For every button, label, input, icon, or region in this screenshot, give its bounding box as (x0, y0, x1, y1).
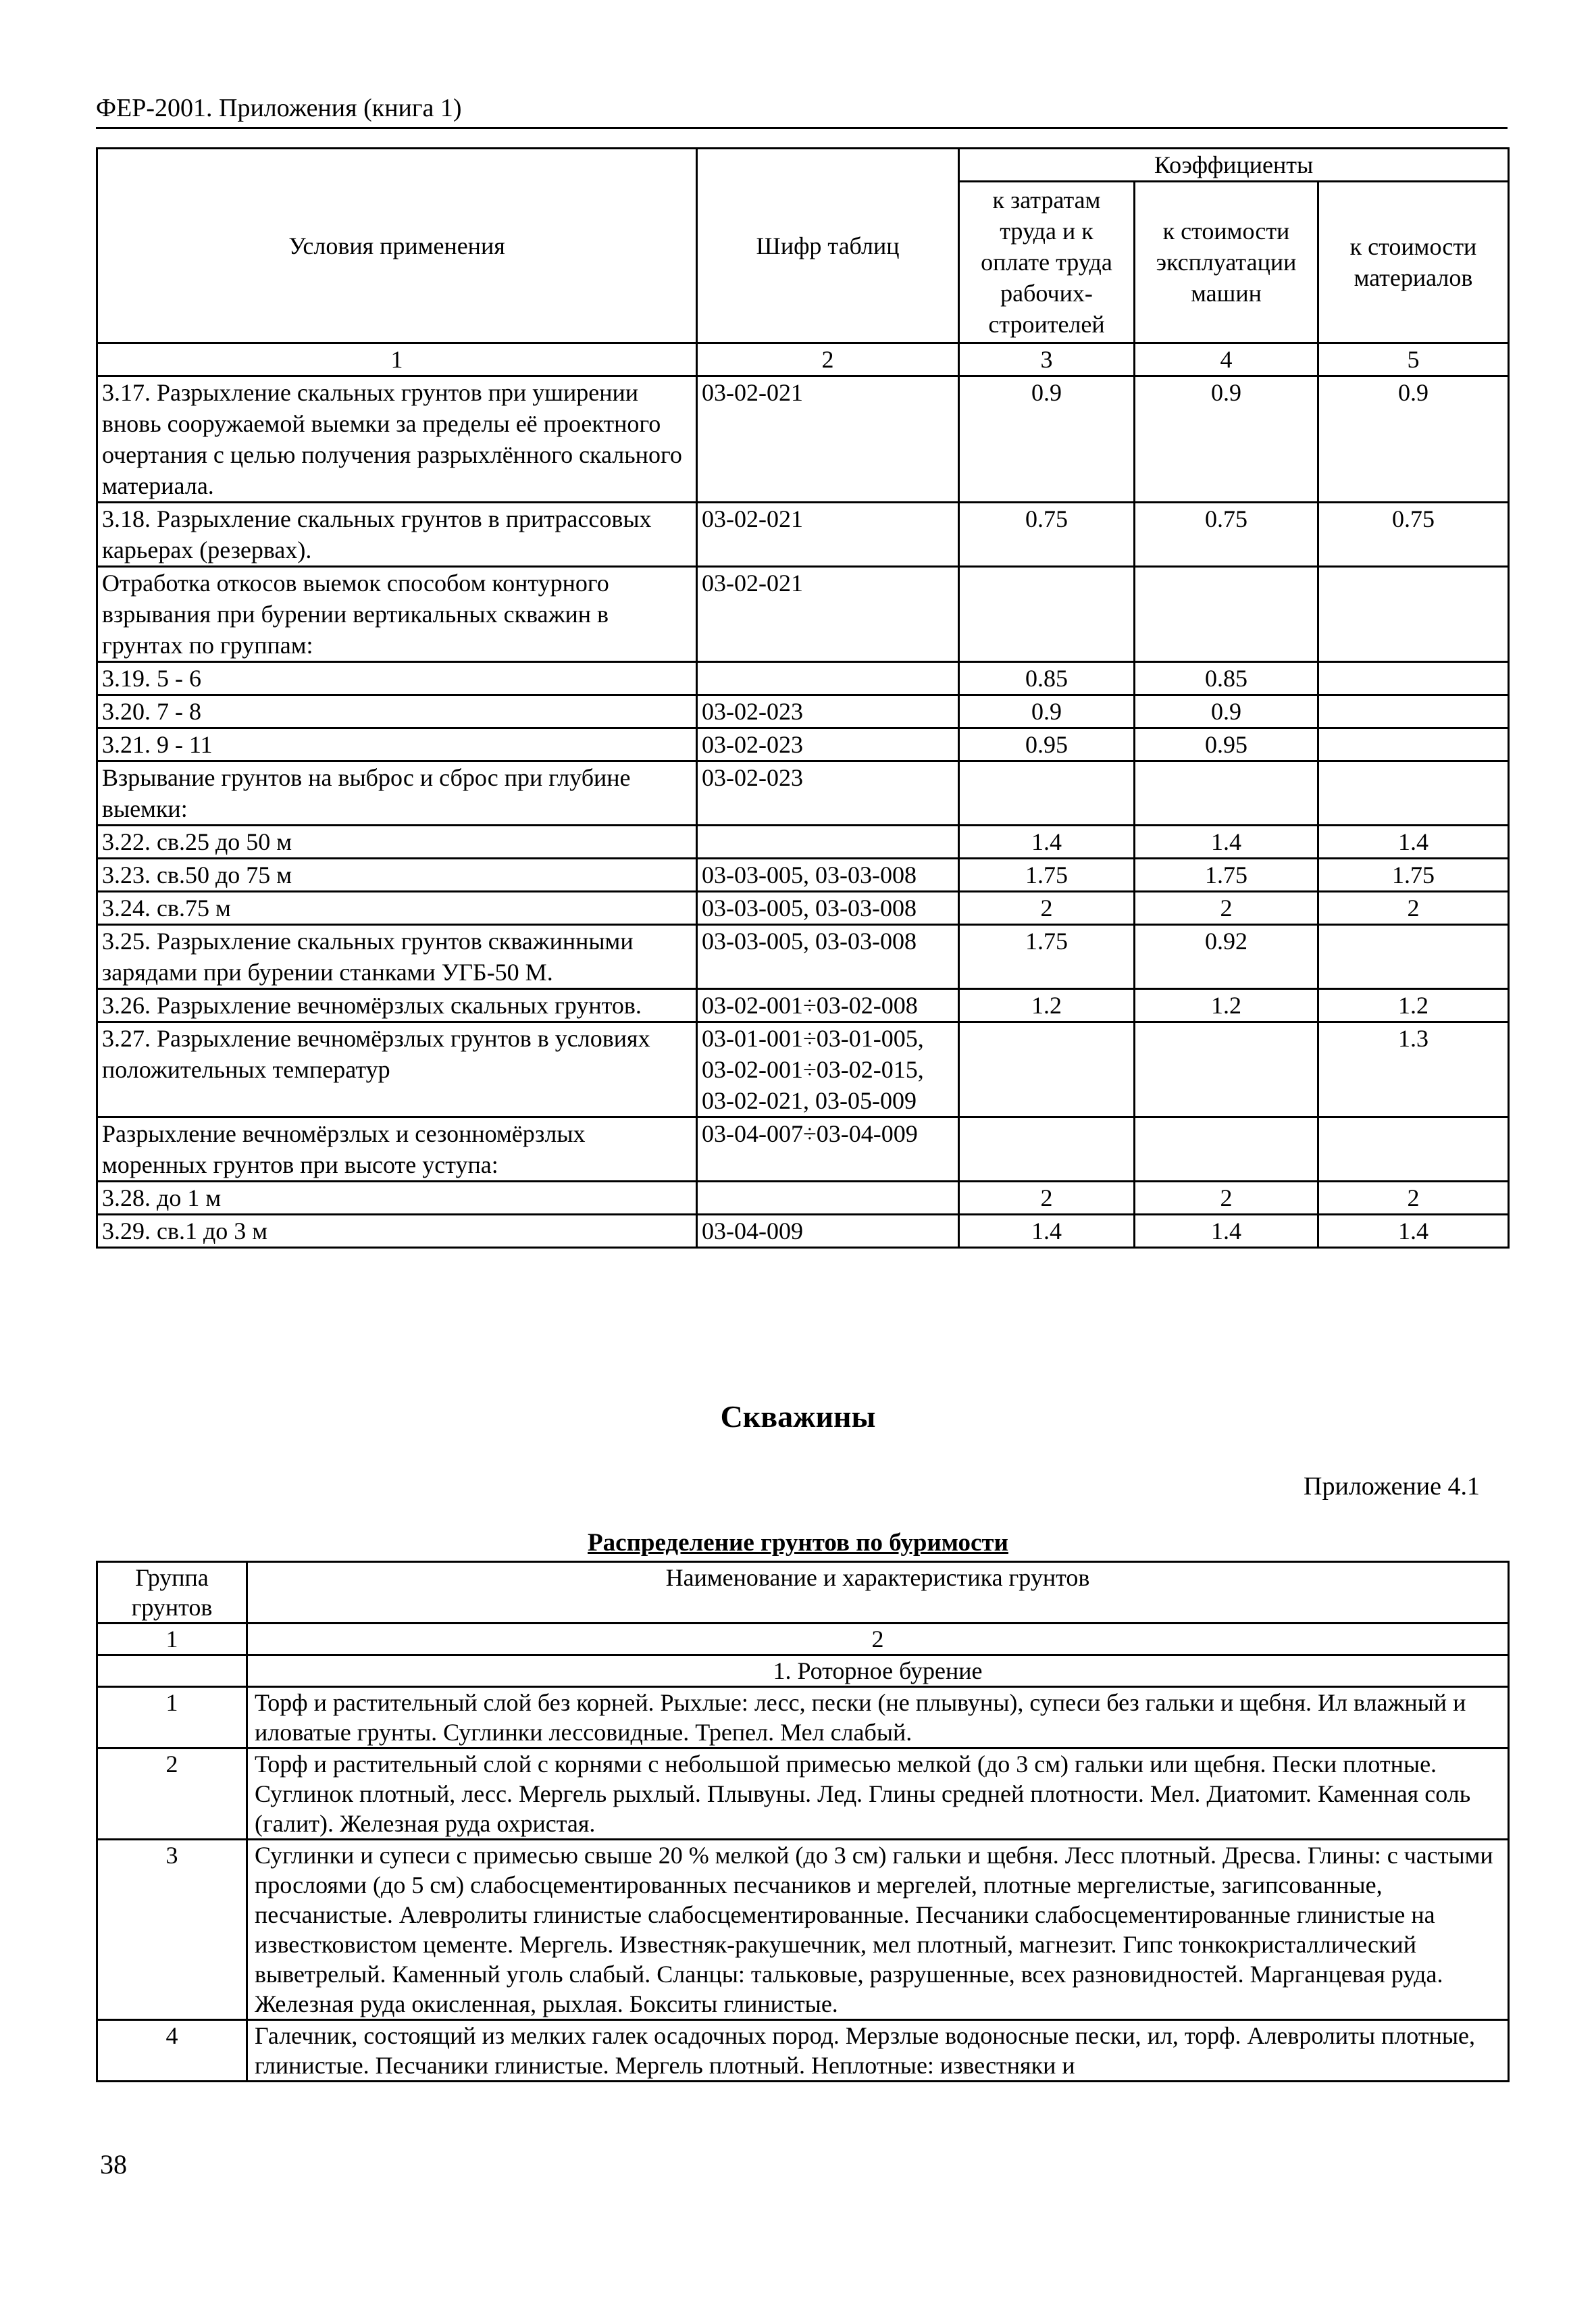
labor-coef-cell: 0.75 (959, 503, 1135, 567)
column-number: 2 (247, 1624, 1509, 1655)
machines-coef-cell: 0.75 (1135, 503, 1318, 567)
code-cell: 03-03-005, 03-03-008 (697, 859, 959, 892)
materials-coef-cell: 0.75 (1318, 503, 1509, 567)
group-cell: 2 (97, 1749, 247, 1840)
drillability-table-body (97, 1687, 1509, 2082)
labor-coef-cell: 1.75 (959, 925, 1135, 989)
code-cell: 03-02-023 (697, 695, 959, 728)
description-cell: Суглинки и супеси с примесью свыше 20 % мелкой (до 3 см) гальки и щебня. Лесс плотный. Дресва. Глины: с частыми прослоями (до 5 см) слабосцементированных песчаников и мергелей, плотные мергелистые, загипсованные, песчанистые. Алевролиты глинистые слабосцементированные. Песчаники слабосцементированные глинистые на известковистом цементе. Мергель. Известняк-ракушечник, мел плотный, магнезит. Гипс тонкокристаллический выветрелый. Каменный уголь слабый. Сланцы: тальковые, разрушенные, всех разновидностей. Марганцевая руда. Железная руда окисленная, рыхлая. Бокситы глинистые. (247, 1840, 1509, 2020)
appendix-label: Приложение 4.1 (1304, 1472, 1480, 1501)
code-cell: 03-04-009 (697, 1215, 959, 1248)
condition-cell: 3.17. Разрыхление скальных грунтов при уширении вновь сооружаемой выемки за пределы её проектного очертания с целью получения разрыхлённого скального материала. (97, 376, 697, 503)
machines-coef-cell: 1.4 (1135, 826, 1318, 859)
group-cell: 3 (97, 1840, 247, 2020)
column-number: 1 (97, 1624, 247, 1655)
code-cell: 03-01-001÷03-01-005, 03-02-001÷03-02-015, 03-02-021, 03-05-009 (697, 1022, 959, 1117)
group-cell: 1 (97, 1687, 247, 1749)
header-conditions: Условия применения (97, 149, 697, 343)
machines-coef-cell (1135, 1022, 1318, 1117)
materials-coef-cell (1318, 662, 1509, 695)
condition-cell: 3.28. до 1 м (97, 1182, 697, 1215)
machines-coef-cell: 0.95 (1135, 728, 1318, 761)
page-number: 38 (100, 2149, 127, 2180)
column-number: 5 (1318, 343, 1509, 376)
materials-coef-cell: 1.4 (1318, 1215, 1509, 1248)
machines-coef-cell: 1.4 (1135, 1215, 1318, 1248)
machines-coef-cell: 2 (1135, 892, 1318, 925)
code-cell (697, 1182, 959, 1215)
condition-cell: Отработка откосов выемок способом контурного взрывания при бурении вертикальных скважин в грунтах по группам: (97, 567, 697, 662)
materials-coef-cell: 1.75 (1318, 859, 1509, 892)
materials-coef-cell (1318, 1117, 1509, 1182)
labor-coef-cell (959, 1117, 1135, 1182)
header-labor: к затратам труда и к оплате труда рабочих-строителей (959, 182, 1135, 343)
table-row (97, 859, 1509, 892)
condition-cell: 3.21. 9 - 11 (97, 728, 697, 761)
column-number: 3 (959, 343, 1135, 376)
section-row (97, 1655, 1509, 1687)
labor-coef-cell (959, 567, 1135, 662)
table-row (97, 662, 1509, 695)
table-row (97, 567, 1509, 662)
group-cell: 4 (97, 2020, 247, 2082)
table-row (97, 376, 1509, 503)
machines-coef-cell (1135, 761, 1318, 826)
table-row (97, 925, 1509, 989)
table-row (97, 892, 1509, 925)
materials-coef-cell: 2 (1318, 1182, 1509, 1215)
code-cell (697, 826, 959, 859)
column-number: 4 (1135, 343, 1318, 376)
code-cell: 03-04-007÷03-04-009 (697, 1117, 959, 1182)
header-machines: к стоимости эксплуатации машин (1135, 182, 1318, 343)
condition-cell: 3.24. св.75 м (97, 892, 697, 925)
code-cell: 03-02-021 (697, 503, 959, 567)
running-head: ФЕР-2001. Приложения (книга 1) (96, 93, 1508, 129)
labor-coef-cell: 0.9 (959, 695, 1135, 728)
machines-coef-cell: 0.92 (1135, 925, 1318, 989)
materials-coef-cell (1318, 761, 1509, 826)
labor-coef-cell: 0.95 (959, 728, 1135, 761)
labor-coef-cell: 0.9 (959, 376, 1135, 503)
materials-coef-cell: 1.3 (1318, 1022, 1509, 1117)
labor-coef-cell: 1.4 (959, 826, 1135, 859)
materials-coef-cell: 0.9 (1318, 376, 1509, 503)
machines-coef-cell: 0.85 (1135, 662, 1318, 695)
coefficients-table-body (97, 376, 1509, 1248)
condition-cell: 3.19. 5 - 6 (97, 662, 697, 695)
code-cell: 03-02-023 (697, 728, 959, 761)
machines-coef-cell: 1.75 (1135, 859, 1318, 892)
code-cell: 03-02-021 (697, 567, 959, 662)
materials-coef-cell (1318, 728, 1509, 761)
section-empty-cell (97, 1655, 247, 1687)
table-row (97, 2020, 1509, 2082)
column-numbers-row (97, 343, 1509, 376)
condition-cell: Разрыхление вечномёрзлых и сезонномёрзлых моренных грунтов при высоте уступа: (97, 1117, 697, 1182)
header-group: Группа грунтов (97, 1562, 247, 1624)
column-number: 2 (697, 343, 959, 376)
labor-coef-cell: 0.85 (959, 662, 1135, 695)
table-row (97, 826, 1509, 859)
table-row (97, 1022, 1509, 1117)
code-cell: 03-02-021 (697, 376, 959, 503)
drillability-table (96, 1561, 1510, 2082)
table-row (97, 1840, 1509, 2020)
table-row (97, 695, 1509, 728)
table-row (97, 728, 1509, 761)
header-coefficients: Коэффициенты (959, 149, 1509, 182)
machines-coef-cell: 2 (1135, 1182, 1318, 1215)
table-row (97, 1749, 1509, 1840)
machines-coef-cell (1135, 567, 1318, 662)
description-cell: Торф и растительный слой без корней. Рыхлые: лесс, пески (не плывуны), супеси без гальки и щебня. Ил влажный и иловатые грунты. Суглинки лессовидные. Трепел. Мел слабый. (247, 1687, 1509, 1749)
code-cell: 03-02-001÷03-02-008 (697, 989, 959, 1022)
header-materials: к стоимости материалов (1318, 182, 1509, 343)
table-row (97, 989, 1509, 1022)
description-cell: Торф и растительный слой с корнями с небольшой примесью мелкой (до 3 см) гальки или щебня. Пески плотные. Суглинок плотный, лесс. Мергель рыхлый. Плывуны. Лед. Глины средней плотности. Мел. Диатомит. Каменная соль (галит). Железная руда охристая. (247, 1749, 1509, 1840)
machines-coef-cell (1135, 1117, 1318, 1182)
code-cell: 03-02-023 (697, 761, 959, 826)
labor-coef-cell: 1.2 (959, 989, 1135, 1022)
condition-cell: 3.25. Разрыхление скальных грунтов скважинными зарядами при бурении станками УГБ-50 М. (97, 925, 697, 989)
labor-coef-cell (959, 1022, 1135, 1117)
table-row (97, 1215, 1509, 1248)
labor-coef-cell: 2 (959, 1182, 1135, 1215)
condition-cell: 3.23. св.50 до 75 м (97, 859, 697, 892)
materials-coef-cell (1318, 925, 1509, 989)
condition-cell: 3.26. Разрыхление вечномёрзлых скальных грунтов. (97, 989, 697, 1022)
code-cell (697, 662, 959, 695)
header-code: Шифр таблиц (697, 149, 959, 343)
labor-coef-cell (959, 761, 1135, 826)
column-number: 1 (97, 343, 697, 376)
labor-coef-cell: 1.75 (959, 859, 1135, 892)
table-row (97, 1182, 1509, 1215)
table-caption: Распределение грунтов по буримости (588, 1529, 1008, 1557)
code-cell: 03-03-005, 03-03-008 (697, 892, 959, 925)
materials-coef-cell (1318, 567, 1509, 662)
machines-coef-cell: 0.9 (1135, 695, 1318, 728)
materials-coef-cell (1318, 695, 1509, 728)
coefficients-table (96, 147, 1510, 1249)
description-cell: Галечник, состоящий из мелких галек осадочных пород. Мерзлые водоносные пески, ил, торф. Алевролиты плотные, глинистые. Песчаники глинистые. Мергель плотный. Неплотные: известняки и (247, 2020, 1509, 2082)
section-title: Скважины (720, 1399, 876, 1434)
table-row (97, 503, 1509, 567)
condition-cell: 3.27. Разрыхление вечномёрзлых грунтов в условиях положительных температур (97, 1022, 697, 1117)
header-name: Наименование и характеристика грунтов (247, 1562, 1509, 1624)
materials-coef-cell: 1.2 (1318, 989, 1509, 1022)
table-row (97, 1117, 1509, 1182)
condition-cell: 3.22. св.25 до 50 м (97, 826, 697, 859)
condition-cell: 3.20. 7 - 8 (97, 695, 697, 728)
table-row (97, 1687, 1509, 1749)
materials-coef-cell: 1.4 (1318, 826, 1509, 859)
machines-coef-cell: 0.9 (1135, 376, 1318, 503)
labor-coef-cell: 1.4 (959, 1215, 1135, 1248)
column-numbers-row (97, 1624, 1509, 1655)
machines-coef-cell: 1.2 (1135, 989, 1318, 1022)
section-label: 1. Роторное бурение (247, 1655, 1509, 1687)
table-row (97, 761, 1509, 826)
condition-cell: 3.29. св.1 до 3 м (97, 1215, 697, 1248)
code-cell: 03-03-005, 03-03-008 (697, 925, 959, 989)
labor-coef-cell: 2 (959, 892, 1135, 925)
materials-coef-cell: 2 (1318, 892, 1509, 925)
condition-cell: Взрывание грунтов на выброс и сброс при глубине выемки: (97, 761, 697, 826)
condition-cell: 3.18. Разрыхление скальных грунтов в притрассовых карьерах (резервах). (97, 503, 697, 567)
